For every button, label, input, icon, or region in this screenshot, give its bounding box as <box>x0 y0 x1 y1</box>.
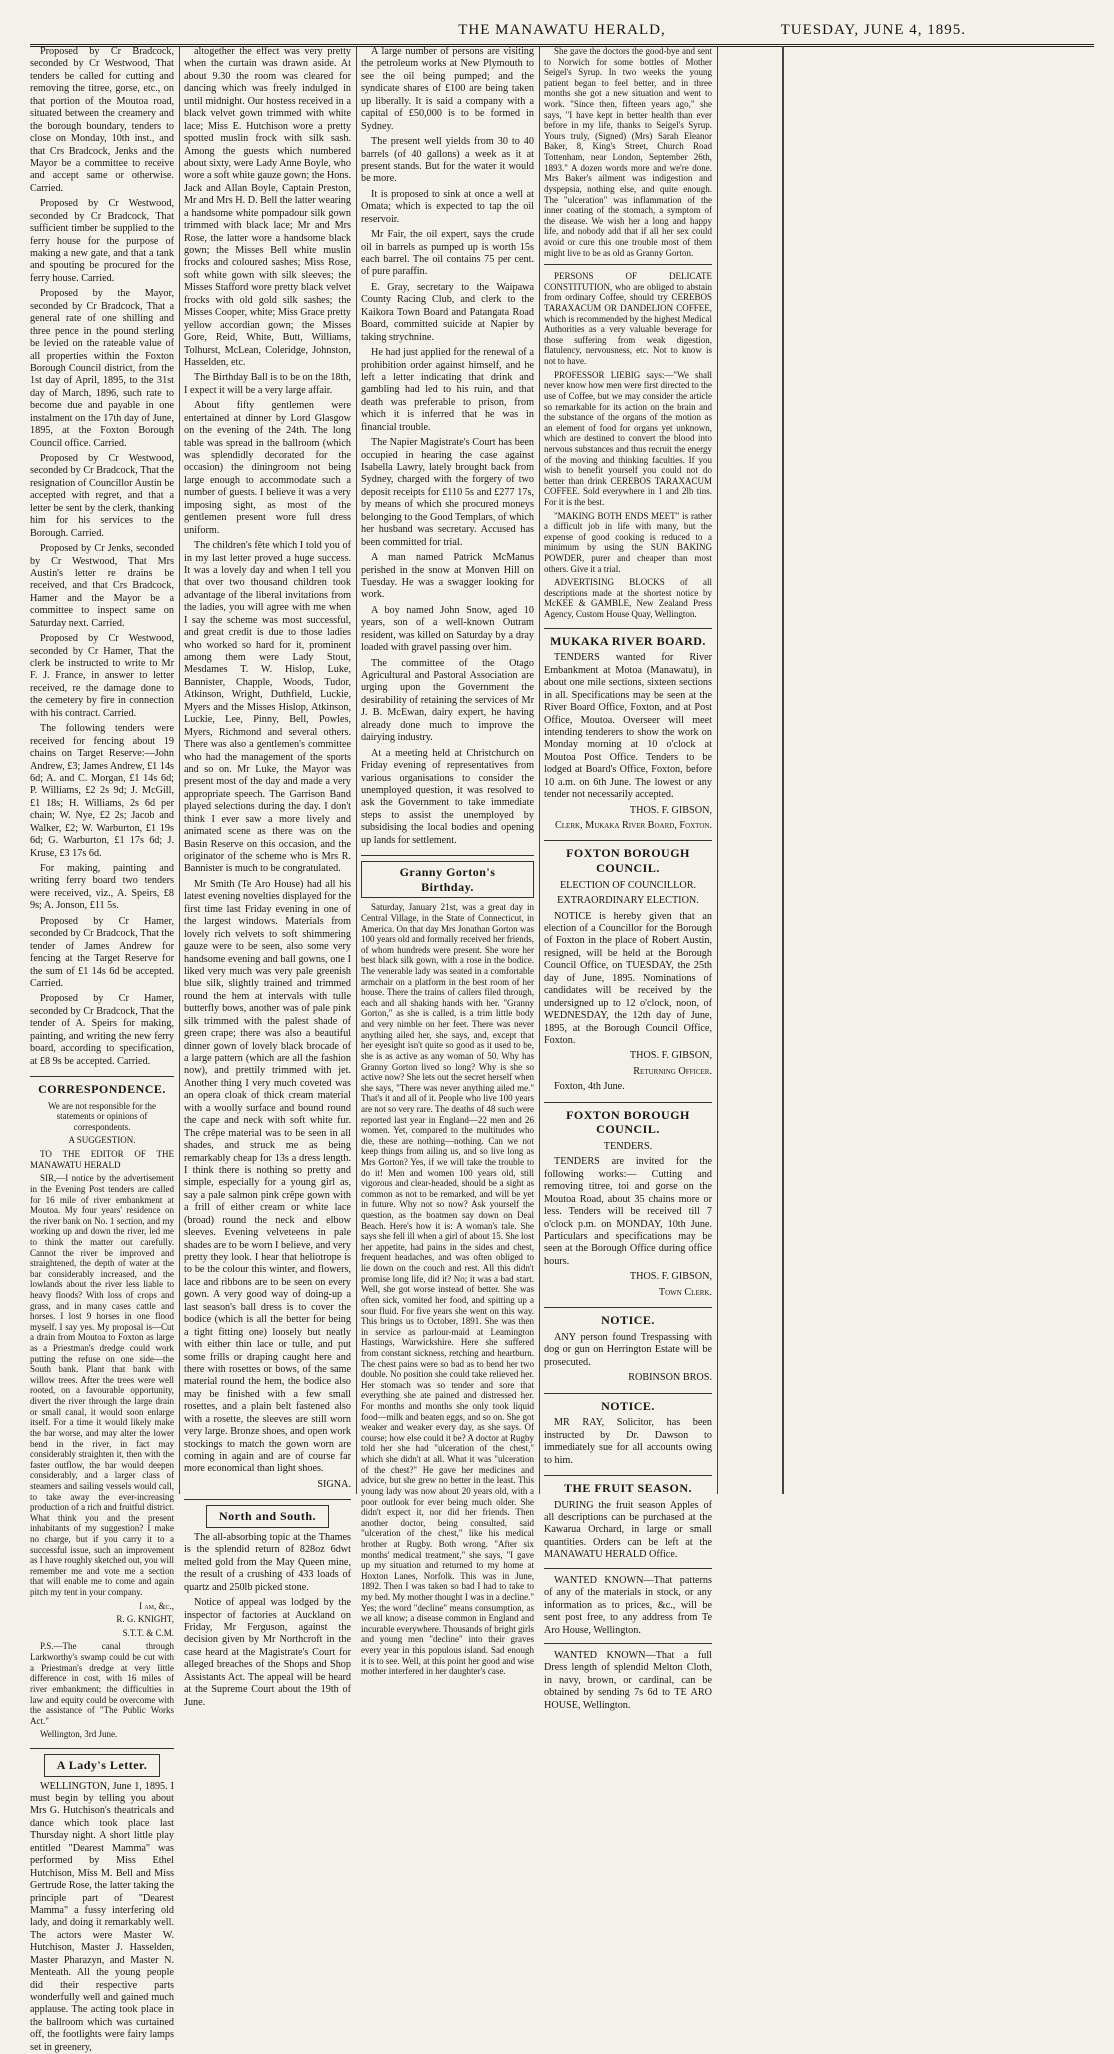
notice-heading: NOTICE. <box>544 1393 712 1414</box>
article-paragraph: The Napier Magistrate's Court has been occupied in hearing the case against Isabella Lawry, lately brought back from Sydney, charged with the forgery of two deposit receipts for £110 5s and £277 17s, by means of which she procured moneys belonging to the Good Templars, of which her husband was secretary. Accused has been committed for trial. <box>361 437 534 548</box>
notice-signature-title: Town Clerk. <box>658 1286 712 1298</box>
mukaka-river-board-heading: MUKAKA RIVER BOARD. <box>544 628 712 649</box>
article-paragraph: Proposed by Cr Westwood, seconded by Cr Hamer, That the clerk be instructed to write to Mr F. J. France, in answer to letter received, re the damage done to the cemetery by fire in connection with his contract. Carried. <box>30 633 174 719</box>
article-paragraph: E. Gray, secretary to the Waipawa County Racing Club, and clerk to the Kaikora Town Board and Patangata Road Board, committed suicide at Napier by taking strychnine. <box>361 281 534 343</box>
article-paragraph: The Birthday Ball is to be on the 18th, I expect it will be a very large affair. <box>184 372 351 396</box>
notice-body: TENDERS are invited for the following works:— Cutting and removing titree, toi and gorse on the Moutoa Road, about 35 chains more or less. Tenders will be received till 7 o'clock p.m. on MONDAY, 10th June. Particulars and specifications may be seen at the Borough Office during office hours. <box>544 1156 712 1267</box>
article-paragraph: The following tenders were received for fencing about 19 chains on Target Reserve:—John Andrew, £3; James Andrew, £1 14s 6d; A. and C. Morgan, £1 14s 6d; P. Williams, £2 2s 9d; J. McGill, £1 18s; H. Williams, 2s 6d per chain; W. Nye, £2 2s; Jacob and Walker, £2; W. Warburton, £1 19s 6d; G. Warburton, £1 17s 6d; J. Kruse, £3 17s 6d. <box>30 723 174 859</box>
article-paragraph: altogether the effect was very pretty when the curtain was drawn aside. At about 9.30 the room was cleared for dancing which was freely indulged in until midnight. Our hostess received in a black velvet gown trimmed with white lace; Miss E. Hutchison wore a pretty spotted muslin frock with silk sash. Among the guests which numbered about sixty, were Lady Anne Boyle, who wore a soft white gauze gown; the Hons. Jack and Allan Boyle, Captain Preston, Mr and Mrs H. D. Bell the latter wearing a handsome white pompadour silk gown trimmed with black lace; Mr and Mrs Rose, the latter wore a handsome black gown; the Misses Bell white muslin frocks and coloured sashes; Miss Rose, soft white gown with silk sleeves; the Misses Stafford wore pretty black velvet frocks with old gold silk sashes; the Misses Cooper, white; Miss Grace pretty yellow accordian gown; the Misses Gore, Reid, White, Butt, Williams, Tolhurst, McLean, Coleridge, Johnston, Hasselden, etc. <box>184 46 351 368</box>
advert-liebig: PROFESSOR LIEBIG says:—"We shall never know how men were first directed to the use of Coffee, but we may consider the article so remarkable for its action on the brain and the substance of the organs of the motion as an element of food for organs yet unknown, which are destined to convert the blood into nervous substances and thus recruit the energy of the moving and thinking faculties. If you wish to benefit yourself you could not do better than drink CEREBOS TARAXACUM COFFEE. Sold everywhere in 1 and 2lb tins. For it is the best. <box>544 369 712 507</box>
article-paragraph: At a meeting held at Christchurch on Friday evening of representatives from various organisations to consider the unemployed question, it was resolved to ask the Government to take immediate steps to assist the unemployed by subsidising the local bodies and opening up lands for settlement. <box>361 747 534 846</box>
article-paragraph: He had just applied for the renewal of a prohibition order against himself, and he left a letter indicating that drink and gambling had led to his ruin, and that death was preferable to prison, from which it is inferred that he was in financial trouble. <box>361 347 534 433</box>
column-3 <box>361 46 534 1677</box>
article-paragraph: Proposed by Cr Bradcock, seconded by Cr Westwood, That tenders be called for cutting and removing the titree, gorse, etc., on that portion of the Moutoa road, situated between the creamery and the borough boundary, tenders to close on Monday, 10th inst., and that Crs Bradcock, Jenks and the Mayor be a committee to receive and accept same or otherwise. Carried. <box>30 46 174 194</box>
notice-date: Foxton, 4th June. <box>554 1081 625 1093</box>
notice-signature: THOS. F. GIBSON, <box>629 804 712 816</box>
article-paragraph: The children's fête which I told you of in my last letter proved a huge success. It was a lovely day and when I tell you that over two thousand children took advantage of the liberal invitations from the ladies, you will agree with me when I say the scheme was most successful, and great credit is due to those ladies who worked so hard for it, prominent among them were Lady Stout, Mesdames T. W. Hislop, Luke, Bannister, Chapple, Woods, Tudor, Atkinson, Wright, Duthfield, Luckie, Myers and the Misses Hislop, Atkinson, Luckie, Lee, Pinny, Bell, Powles, Myers, Richmond and several others. There was also a gentlemen's committee who had the management of the sports and so on. Mr Luke, the Mayor was present most of the day and made a very appropriate speech. The Garrison Band played selections during the day. I don't think I ever saw a more lively and animated scene as there was on the Basin Reserve on this occasion, and the originator of the scheme who is Mrs R. Bannister is much to be congratulated. <box>184 540 351 875</box>
column-rule <box>179 46 180 1494</box>
editorial-note: We are not responsible for the statements or opinions of correspondents. <box>48 1100 156 1132</box>
article-paragraph: Saturday, January 21st, was a great day in Central Village, in the State of Connecticut, in America. On that day Mrs Jonathan Gorton was 100 years old and formally received her friends, of whom hundreds were present. She wore her best black silk gown, with a rose in the bodice. The venerable lady was seated in a comfortable armchair on a platform in the best room of her house. There the trains of callers filed through, each and all shaking hands with her. "Granny Gorton," as she is called, is a trim little body and very nimble on her feet. There was never anything ailed her, she says, and, except that her eyesight isn't quite so good as it used to be, she is as active as any woman of 50. Why has Granny Gorton lived so long? Why is she so active now? She lets out the secret herself when she says, "There was never anything ailed me." That's it and all of it. People who live 100 years are not so very rare. The deaths of 48 such were reported last year in England—22 men and 26 women. Yet, compared to the multitudes who die, these are nothing—nothing. Can we not keep things from ailing us, and so live long as Mrs Gorton? Yes, if we will take the trouble to do it! Men and women 100 years old, still vigorous and clear-headed, should be a sight as common as not to be remarked, and will be yet in future. Why not so now? Ask yourself the question, as the boatmen say down on Deal Beach. Here's how it is: A woman's tale. She says she fell ill when a girl of about 15. She lost her appetite, had pains in the sides and chest, frequent headaches, and was often obliged to lie down on the couch and rest. All this didn't promise long life, did it? No; it was a bad start. Well, she got worse instead of better. She was often sick, vomited her food, and spitting up a sour fluid. For five years she went on this way. This brings us to October, 1891. She was then in service as parlour-maid at Leamington Hastings, Warwickshire. Here she suffered from constant sickness, retching and heartburn. The chest pains were so bad as to bend her two double. No position she could take relieved her. Her stomach was so tender and sore that everything she ate pained and distressed her. For months and months she only took liquid food—milk and beaten eggs, and so on. She got weaker and weaker every day, as she says. Of course; how else could it be? A doctor at Rugby told her she had "ulceration of the chest," which she didn't at all. What it was "ulceration of the chest?" He gave her medicines and advice, but she grew no better in the least. This young lady was now about 20 years old, with a poor outlook for ever being much older. She didn't expect it, nor did her friends. Then another doctor, being consulted, said "ulceration of the chest," like his medical brother at Rugby. Both wrong. "After six months' medical treatment," she says, "I gave up my situation and returned to my home at Hoxton Lanes, Norfolk. This was in June, 1892. Then I was taken so bad I had to take to my bed. My mother thought I was in a decline." Yes; the word "decline" means consumption, as we all know; a disease common in England and incurable everywhere. Thousands of bright girls and young men "decline" into their graves every year in this populous island. Sad enough it is to see. Well, at this point her good and wise mother interfered in her daughter's case. <box>361 902 534 1677</box>
letter-addressee: TO THE EDITOR OF THE MANAWATU HERALD <box>30 1149 174 1170</box>
column-2 <box>184 46 351 1708</box>
letter-title-suffix: S.T.T. & C.M. <box>122 1627 174 1638</box>
notice-body: MR RAY, Solicitor, has been instructed by Dr. Dawson to immediately sue for all accounts owing to him. <box>544 1417 712 1466</box>
column-rule <box>539 46 540 1494</box>
notice-body: TENDERS wanted for River Embankment at Motoa (Manawatu), in about one mile sections, sixteen sections in all. Specifications may be seen at the River Board Office, Foxton, and at Post Office, Moutoa. Overseer will meet intending tenderers to show the work on Monday morning at 10 o'clock at Moutoa Post Office. Tenders to be lodged at Board's Office, Foxton, before 10 a.m. on 6th June. The lowest or any tender not necessarily accepted. <box>544 652 712 801</box>
tenders-subheading: TENDERS. <box>603 1140 653 1152</box>
article-paragraph: The committee of the Otago Agricultural and Pastoral Association are urging upon the Government the desirability of retaining the services of Mr J. B. McEwan, dairy expert, he having already done much to improve the dairying industry. <box>361 657 534 744</box>
article-paragraph: She gave the doctors the good-bye and sent to Norwich for some bottles of Mother Seigel's Syrup. In two weeks the young patient began to feel better, and in three months she got a new situation and went to work. "Since then, fifteen years ago," she says, "I have kept in better health than ever before in my life, thanks to Seigel's Syrup. Yours truly, (Signed) (Mrs) Sarah Eleanor Baker, 8, King's Street, Church Road Tottenham, near London, September 26th, 1893." A dozen words more and we're done. Mrs Baker's ailment was indigestion and dyspepsia, nothing else, and quite enough. The "ulceration" was inflammation of the inner coating of the stomach, a symptom of the disease. We wish her a long and happy life, and nobody add that if all her sex could avoid or cure this one trouble most of them might live to be as old as Granny Gorton. <box>544 46 712 258</box>
letter-signature: R. G. KNIGHT, <box>116 1614 174 1625</box>
fruit-season-heading: THE FRUIT SEASON. <box>544 1475 712 1496</box>
advert-cerebos: PERSONS OF DELICATE CONSTITUTION, who are obliged to abstain from ordinary Coffee, should try CEREBOS TARAXACUM OR DANDELION COFFEE, which is recommended by the highest Medical Authorities as a very valuable beverage for those suffering from weak digestion, flatulency, nervousness, etc. Not to know is not to have. <box>544 271 712 367</box>
article-paragraph: Mr Fair, the oil expert, says the crude oil in barrels as pumped up is worth 15s each barrel. The oil contains 75 per cent. of pure paraffin. <box>361 229 534 278</box>
article-paragraph: A man named Patrick McManus perished in the snow at Monven Hill on Tuesday. He was a swagger looking for work. <box>361 552 534 601</box>
tenders-heading: FOXTON BOROUGH COUNCIL. <box>544 1102 712 1137</box>
article-paragraph: About fifty gentlemen were entertained at dinner by Lord Glasgow on the evening of the 24th. The long table was spread in the ballroom (which was splendidly decorated for the occasion) the diningroom not being large enough to accommodate such a number of guests. I believe it was a very imposing sight, as most of the gentlemen present wore full dress uniform. <box>184 400 351 536</box>
notice-signature: ROBINSON BROS. <box>628 1372 712 1384</box>
notice-body: DURING the fruit season Apples of all descriptions can be purchased at the Kawarua Orchard, in large or small quantities. Orders can be left at the MANAWATU HERALD Office. <box>544 1499 712 1561</box>
article-paragraph: The all-absorbing topic at the Thames is the splendid return of 828oz 6dwt melted gold from the May Queen mine, the result of a crushing of 433 loads of quartz and 250lb picked stone. <box>184 1531 351 1593</box>
article-paragraph: Proposed by the Mayor, seconded by Cr Bradcock, That a general rate of one shilling and three pence in the pound sterling be levied on the rateable value of all properties within the Foxton Borough Council district, from the 1st day of April, 1895, to the 31st day of March, 1896, such rate to become due and payable in one instalment on the 17th day of June, 1895, at the Foxton Borough Council office. Carried. <box>30 288 174 449</box>
divider <box>544 1568 712 1569</box>
column-rule <box>717 46 718 1494</box>
wanted-known-ad: WANTED KNOWN—That a full Dress length of splendid Melton Cloth, in navy, brown, or cardinal, can be obtained by sending 7s 6d to TE ARO HOUSE, Wellington. <box>544 1649 712 1711</box>
letter-signoff: I am, &c., <box>139 1600 174 1611</box>
heading-box: A Lady's Letter. <box>44 1754 161 1777</box>
divider <box>544 1643 712 1644</box>
notice-signature: THOS. F. GIBSON, <box>629 1271 712 1283</box>
heading-box: North and South. <box>206 1505 329 1528</box>
letter-title: A SUGGESTION. <box>68 1135 136 1146</box>
section-heading-ladys-letter <box>30 1748 174 1777</box>
advert-blocks: ADVERTISING BLOCKS of all descriptions made at the shortest notice by McKEE & GAMBLE, New Zealand Press Agency, Custom House Quay, Wellington. <box>544 577 712 620</box>
election-heading: FOXTON BOROUGH COUNCIL. <box>544 840 712 875</box>
article-paragraph: A boy named John Snow, aged 10 years, son of a well-known Outram resident, was killed on Saturday by a dray loaded with gravel passing over him. <box>361 604 534 654</box>
masthead <box>30 14 1094 47</box>
election-subheading: ELECTION OF COUNCILLOR. <box>559 879 697 891</box>
heading-box: Granny Gorton's Birthday. <box>361 861 534 898</box>
article-signature: SIGNA. <box>317 1478 351 1490</box>
column-rule <box>782 46 784 1494</box>
column-1 <box>30 46 174 2053</box>
article-paragraph: Mr Smith (Te Aro House) had all his latest evening novelties displayed for the first time last Friday evening in one of the largest windows. Materials from lovely rich velvets to soft shimmering gauze were to be seen, also some very handsome evening and ball gowns, one I liked very much was very pale greenish blue silk, slightly trained and trimmed round the hem at intervals with tulle butterfly bows, another was of pale pink silk trimmed with the palest shade of green crape; there was also a beautiful dinner gown of lovely black brocade of a large pattern (which are all the fashion now), and prettily trimmed with jet. Another thing I very much coveted was an opera cloak of thick cream material with a woolly surface and bound round the cape and neck with soft white fur. The crêpe material was to be seen in all shades, and struck me as being remarkably cheap for 13s a dress length. I think there is nothing so pretty and simple, especially for a young girl as, say a pale salmon pink crêpe gown with a frill of either cream or white lace (broad) round the neck and elbow sleeves. Evening velveteens in pale shades are to be worn I believe, and very pretty they look. I hear that heliotrope is to be the colour this winter, and flowers, lace and ribbons are to be seen on every gown. A very good way of doing-up a last season's ball dress is to cover the bodice (which is all the better for being a tight fitting one) loosely but neatly with either thin lace or tulle, and put some frills or draping caught here and there with rosettes or bows, of the same material round the hem, the bodice also may be finished with a few small rosettes, and a plain belt fastened also with a rosette, the sleeves are still worn very large. Bronze shoes, and open work stockings to match the gown worn are coming in again and are of course far more economical than light shoes. <box>184 878 351 1475</box>
section-heading-granny-gorton <box>361 855 534 898</box>
election-subheading: EXTRAORDINARY ELECTION. <box>557 895 699 907</box>
column-4 <box>544 46 712 1711</box>
notice-signature-title: Clerk, Mukaka River Board, Foxton. <box>554 820 712 831</box>
article-paragraph: The present well yields from 30 to 40 barrels (of 40 gallons) a week as it at present stands. But for the water it would be more. <box>361 136 534 185</box>
section-heading-north-south <box>184 1499 351 1528</box>
issue-date: TUESDAY, JUNE 4, 1895. <box>780 22 966 38</box>
notice-signature-title: Returning Officer. <box>633 1065 712 1077</box>
divider <box>544 264 712 265</box>
article-paragraph: Proposed by Cr Westwood, seconded by Cr Bradcock, That sufficient timber be supplied to the ferry house for the purpose of making a new gate, and that a tank and spouting be procured for the ferry house. Carried. <box>30 198 174 284</box>
column-rule <box>356 46 357 1494</box>
article-paragraph: Proposed by Cr Jenks, seconded by Cr Westwood, That Mrs Austin's letter re drains be received, and that Crs Bradcock, Hamer and the Mayor be a committee to inspect same on Saturday next. Carried. <box>30 543 174 629</box>
notice-heading: NOTICE. <box>544 1307 712 1328</box>
article-paragraph: It is proposed to sink at once a well at Omata; which is expected to tap the oil reservoir. <box>361 188 534 225</box>
letter-date: Wellington, 3rd June. <box>40 1729 118 1740</box>
notice-signature: THOS. F. GIBSON, <box>629 1050 712 1062</box>
notice-body: NOTICE is hereby given that an election of a Councillor for the Borough of Foxton in the place of Robert Austin, resigned, will be held at the Borough Council Office, on TUESDAY, the 25th day of June, 1895. Nominations of candidates will be received by the undersigned up to 12 o'clock, noon, of WEDNESDAY, the 12th day of June, 1895, at the Borough Council Office, Foxton. <box>544 910 712 1046</box>
article-paragraph: Proposed by Cr Westwood, seconded by Cr Bradcock, That the resignation of Councillor Austin be accepted with regret, and that a letter be sent by the clerk, thanking him for his services to the Borough. Carried. <box>30 453 174 539</box>
letter-body: SIR,—I notice by the advertisement in the Evening Post tenders are called for 16 mile of river embankment at Moutoa. My four years' residence on the river bank on No. 1 section, and my working up and down the river, led me to think the matter out carefully. Cannot the river be improved and straightened, the depth of water at the bar considerably increased, and the lowlands about the river less liable to heavy floods? With loss of crops and grass, and in many cases cattle and horses. I lost 9 horses in one flood myself. I say yes. My proposal is—Cut a drain from Moutoa to Foxton as large as a Priestman's dredge could work putting the refuse on one side—the South bank. Plant that bank with willow trees. After the trees were well rooted, on a favourable opportunity, divert the river through the large drain or small canal, it would soon enlarge itself. For a time it would likely make the bar worse, and may alter the lower bend in the river, in fact may considerably straighten it, then with the faster outflow, the bar would deepen considerably, and a larger class of steamers and sailing vessels would call, to take away the ever-increasing production of a rich and fruitful district. What think you and the present inhabitants of my suggestion? I make no charge, but if you carry it to a successful issue, such an improvement as I have roughly sketched out, you will remember me and vote me a section that will enable me to come and again pitch my tent in your company. <box>30 1173 174 1598</box>
wanted-known-ad: WANTED KNOWN—That patterns of any of the materials in stock, or any information as to prices, &c., will be sent post free, to any address from Te Aro House, Wellington. <box>544 1574 712 1636</box>
section-heading-correspondence: CORRESPONDENCE. <box>30 1076 174 1097</box>
article-paragraph: For making, painting and writing ferry board two tenders were received, viz., A. Speirs, £8 9s; A. Jonson, £11 5s. <box>30 863 174 912</box>
notice-body: ANY person found Trespassing with dog or gun on Herrington Estate will be prosecuted. <box>544 1331 712 1368</box>
article-paragraph: Proposed by Cr Hamer, seconded by Cr Bradcock, That the tender of James Andrew for fencing at the Target Reserve for the sum of £1 14s 6d be accepted. Carried. <box>30 915 174 989</box>
advert-baking-powder: "MAKING BOTH ENDS MEET" is rather a difficult job in life with many, but the expense of good cooking is reduced to a minimum by using the SUN BAKING POWDER, purer and cheaper than most others. Give it a trial. <box>544 510 712 574</box>
letter-postscript: P.S.—The canal through Larkworthy's swamp could be cut with a Priestman's dredge at very little difference in cost, with 16 miles of river embankment; the difficulties in law and equity could be overcome with the assistance of "The Public Works Act." <box>30 1641 174 1726</box>
article-paragraph: Proposed by Cr Hamer, seconded by Cr Bradcock, That the tender of A. Speirs for making, painting, and writing the new ferry board, according to specification, at £8 9s be accepted. Carried. <box>30 993 174 1067</box>
article-paragraph: WELLINGTON, June 1, 1895. I must begin by telling you about Mrs G. Hutchison's theatricals and dance which took place last Thursday night. A short little play entitled "Dearest Mamma" was performed by Miss Ethel Hutchison, Miss M. Bell and Miss Gertrude Rose, the latter taking the principle part of "Dearest Mamma" a fussy interfering old lady, and doing it remarkably well. The actors were Master W. Hutchison, Master J. Hasselden, Master Pharazyn, and Master N. Menteath. All the young people did their respective parts wonderfully well and gained much applause. The acting took place in the ballroom which was curtained off, the footlights were fairy lamps set in greenery, <box>30 1780 174 2053</box>
article-paragraph: A large number of persons are visiting the petroleum works at New Plymouth to see the oil being pumped; and the syndicate shares of £100 are being taken up liberally. It is said a company with a capital of £50,000 is to be formed in Sydney. <box>361 46 534 132</box>
article-paragraph: Notice of appeal was lodged by the inspector of factories at Auckland on Friday, Mr Ferguson, against the decision given by Mr Northcroft in the case heard at the Magistrate's Court for alleged breaches of the Shops and Shop Assistants Act. The appeal will be heard at the Supreme Court about the 19th of June. <box>184 1597 351 1708</box>
newspaper-title: THE MANAWATU HERALD, <box>458 22 666 38</box>
